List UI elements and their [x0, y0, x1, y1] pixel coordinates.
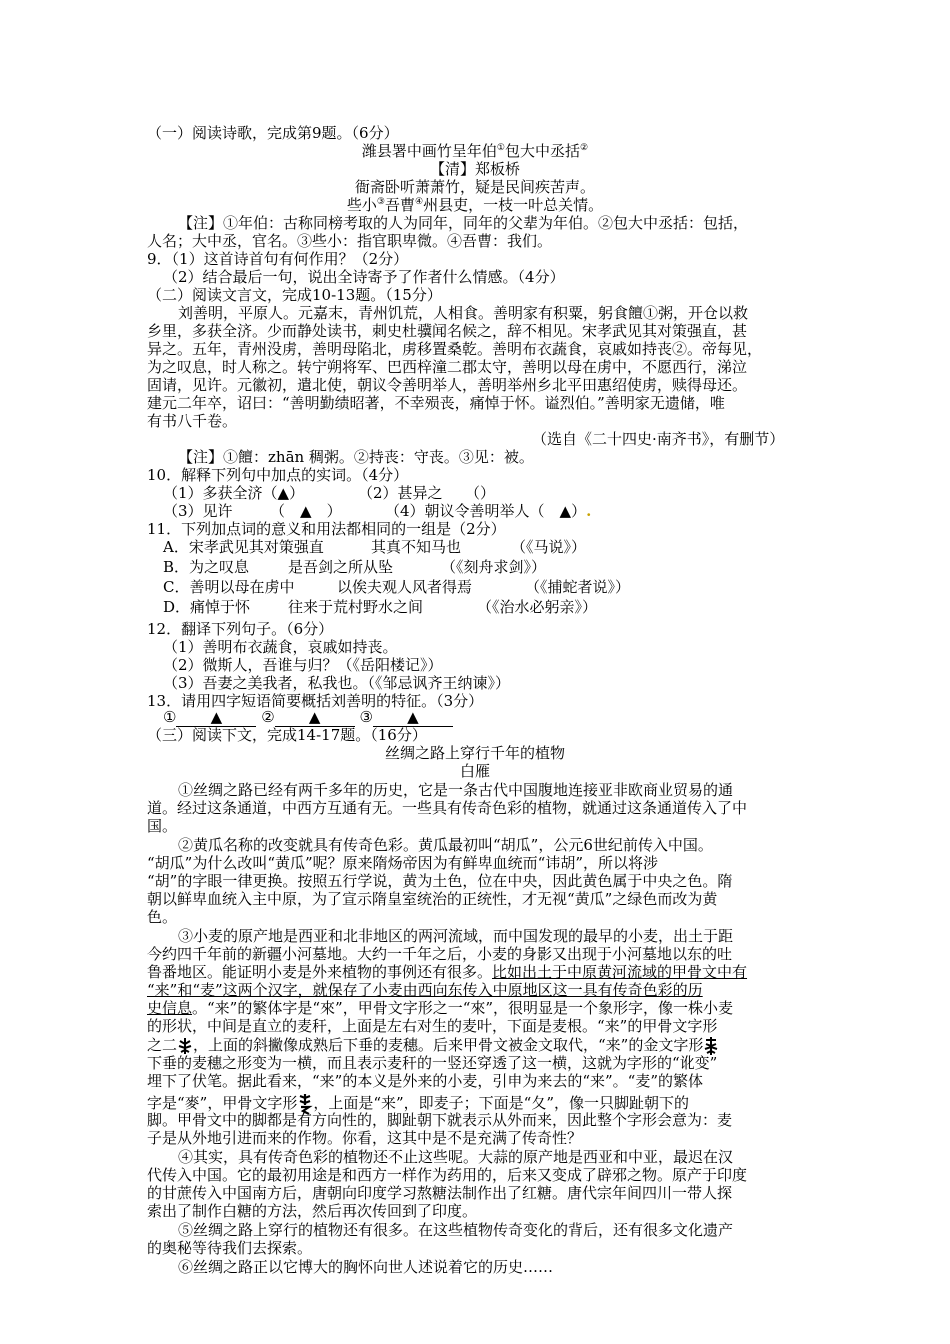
option-b-compare: 是吾剑之所从坠: [288, 558, 394, 576]
question-13: 13．请用四字短语简要概括刘善明的特征。（3分）: [147, 692, 484, 710]
classical-text-source: （选自《二十四史·南齐书》，有删节）: [532, 430, 785, 448]
question-12: 12．翻译下列句子。（6分）: [147, 620, 334, 638]
classical-text-line-3: 异之。五年，青州没虏，善明母陷北，虏移置桑乾。善明布衣蔬食，哀戚如持丧②。帝每见，: [147, 340, 763, 358]
article-title: 丝绸之路上穿行千年的植物: [384, 744, 565, 762]
article-p3-line-1: ③小麦的原产地是西亚和北非地区的两河流域，而中国发现的最早的小麦，出土于距: [178, 927, 734, 945]
article-p3-line-9: 埋下了伏笔。据此看来，“来”的本义是外来的小麦，引申为来去的“来”。“麦”的繁体: [147, 1072, 704, 1090]
question-11: 11．下列加点词的意义和用法都相同的一组是（2分）: [147, 520, 506, 538]
question-10: 10．解释下列句中加点的实词。（4分）: [147, 466, 409, 484]
article-p2-line-4: 朝以鲜卑血统入主中原，为了宣示隋皇室统治的正统性，才无视“黄瓜”之绿色而改为黄: [147, 890, 718, 908]
article-p3-line-4: “来”和“麦”这两个汉字，就保存了小麦由西向东传入中原地区这一具有传奇色彩的历: [147, 981, 703, 999]
article-p4-line-2: 代传入中国。它的最初用途是和西方一样作为药用的，后来又变成了辟邪之物。原产于印度: [147, 1166, 748, 1184]
article-p4-line-4: 索出了制作白糖的方法，然后再次传回到了印度。: [147, 1202, 478, 1220]
poem-note-line-2: 人名；大中丞，官名。③些小：指官职卑微。④吾曹：我们。: [147, 232, 553, 250]
article-p3-line-11: 脚。甲骨文中的脚都是有方向性的，脚趾朝下就表示从外而来，因此整个字形会意为：麦: [147, 1111, 733, 1129]
question-13-blanks: ① ▲ ② ▲ ③ ▲: [163, 708, 453, 727]
question-9-1: 9．（1）这首诗首句有何作用？（2分）: [147, 250, 409, 268]
article-p5-line-2: 的奥秘等待我们去探索。: [147, 1239, 313, 1257]
option-d-text: D．痛悼于怀: [163, 598, 251, 616]
article-p6-line-1: ⑥丝绸之路正以它博大的胸怀向世人述说着它的历史……: [178, 1258, 554, 1276]
bronze-lai-glyph-icon: [703, 1037, 719, 1055]
option-a-source: （《马说》）: [511, 538, 587, 556]
question-10-3: （3）见许 （ ▲ ）: [163, 502, 342, 520]
underlined-passage: 比如出土于中原黄河流域的甲骨文中有: [492, 963, 748, 981]
article-p3-line-6: 的形状，中间是直立的麦秆，上面是左右对生的麦叶，下面是麦根。“来”的甲骨文字形: [147, 1017, 718, 1035]
option-a-compare: 其真不知马也: [371, 538, 462, 556]
article-p3-line-12: 子是从外地引进而来的作物。你看，这其中是不是充满了传奇性？: [147, 1129, 583, 1147]
section3-heading: （三）阅读下文，完成14-17题。（16分）: [147, 726, 427, 744]
option-c-compare: 以俟夫观人风者得焉: [337, 578, 473, 596]
answer-blank-1[interactable]: ▲: [176, 708, 256, 727]
option-b-source: （《刻舟求剑》）: [441, 558, 547, 576]
article-p3-line-2: 今约四千年前的新疆小河墓地。大约一千年之后，小麦的身影又出现于小河墓地以东的吐: [147, 945, 733, 963]
oracle-lai-glyph-icon: [177, 1037, 193, 1055]
option-d-compare: 往来于荒村野水之间: [288, 598, 424, 616]
option-c-text: C．善明以母在虏中: [163, 578, 295, 596]
article-p2-line-3: “胡”的字眼一律更换。按照五行学说，黄为土色，位在中央，因此黄色属于中央之色。隋: [147, 872, 733, 890]
article-p3-line-7: 之二 ，上面的斜撇像成熟后下垂的麦穗。后来甲骨文被金文取代，“来”的金文字形: [147, 1036, 719, 1055]
question-12-1: （1）善明布衣蔬食，哀戚如持丧。: [163, 638, 398, 656]
classical-text-line-5: 固请，见许。元徽初，遣北使，朝议令善明举人，善明举州乡北平田惠绍使虏，赎得母还。: [147, 376, 748, 394]
article-p1-line-1: ①丝绸之路已经有两千多年的历史，它是一条古代中国腹地连接亚非欧商业贸易的通: [178, 781, 734, 799]
article-p4-line-3: 的甘蔗传入中国南方后，唐朝向印度学习熬糖法制作出了红糖。唐代宗年间四川一带人探: [147, 1184, 733, 1202]
question-12-3: （3）吾妻之美我者，私我也。（《邹忌讽齐王纳谏》）: [163, 674, 511, 692]
classical-text-line-2: 乡里，多获全济。少而静处读书，刺史杜骥闻名候之，辞不相见。宋孝武见其对策强直，甚: [147, 322, 748, 340]
question-10-4: （4）朝议令善明举人（ ▲）.: [385, 502, 592, 520]
option-b-text: B．为之叹息: [163, 558, 250, 576]
poem-title: 潍县署中画竹呈年伯①包大中丞括②: [361, 142, 589, 160]
article-p1-line-2: 道。经过这条通道，中西方互通有无。一些具有传奇色彩的植物，就通过这条通道传入了中: [147, 799, 748, 817]
article-author: 白雁: [459, 762, 490, 780]
option-a-text: A．宋孝武见其对策强直: [163, 538, 324, 556]
article-p3-line-10: 字是“麥”，甲骨文字形 ，上面是“来”，即麦子；下面是“夂”，像一只脚趾朝下的: [147, 1093, 689, 1115]
article-p3-line-5: 史信息。“来”的繁体字是“來”，甲骨文字形之一“來”，很明显是一个象形字，像一株小麦: [147, 999, 734, 1017]
question-9-2: （2）结合最后一句，说出全诗寄予了作者什么情感。（4分）: [163, 268, 565, 286]
article-p2-line-1: ②黄瓜名称的改变就具有传奇色彩。黄瓜最初叫“胡瓜”，公元6世纪前传入中国。: [178, 836, 713, 854]
article-p1-line-3: 国。: [147, 817, 178, 835]
article-p4-line-1: ④其实，具有传奇色彩的植物还不止这些呢。大蒜的原产地是西亚和中亚，最迟在汉: [178, 1148, 734, 1166]
article-p2-line-2: “胡瓜”为什么改叫“黄瓜”呢？原来隋炀帝因为有鲜卑血统而“讳胡”，所以将涉: [147, 854, 659, 872]
answer-blank-2[interactable]: ▲: [275, 708, 355, 727]
classical-text-note: 【注】①饘：zhān 稠粥。②持丧：守丧。③见：被。: [178, 448, 534, 466]
classical-text-line-6: 建元二年卒，诏曰：“善明勤绩昭著，不幸殒丧，痛悼于怀。谥烈伯。”善明家无遗储，唯: [147, 394, 725, 412]
article-p3-line-8: 下垂的麦穗之形变为一横，而且表示麦秆的一竖还穿透了这一横，这就为字形的“讹变”: [147, 1054, 718, 1072]
answer-blank-3[interactable]: ▲: [373, 708, 453, 727]
poem-author: 【清】郑板桥: [429, 160, 520, 178]
stray-dot: .: [586, 502, 592, 520]
poem-line-2: 些小③吾曹④州县吏，一枝一叶总关情。: [346, 196, 604, 214]
question-10-2: （2）甚异之 （）: [358, 484, 496, 502]
question-10-1: （1）多获全济（▲）: [163, 484, 305, 502]
poem-note-line-1: 【注】①年伯：古称同榜考取的人为同年，同年的父辈为年伯。②包大中丞括：包括，: [178, 214, 749, 232]
question-12-2: （2）微斯人，吾谁与归？（《岳阳楼记》）: [163, 656, 443, 674]
option-d-source: （《治水必躬亲》）: [477, 598, 598, 616]
poem-line-1: 衙斋卧听萧萧竹，疑是民间疾苦声。: [354, 178, 595, 196]
classical-text-line-4: 为之叹息，时人称之。转宁朔将军、巴西梓潼二郡太守，善明以母在虏中，不愿西行，涕泣: [147, 358, 748, 376]
classical-text-line-7: 有书八千卷。: [147, 412, 238, 430]
option-c-source: （《捕蛇者说》）: [525, 578, 631, 596]
section2-heading: （二）阅读文言文，完成10-13题。（15分）: [147, 286, 442, 304]
article-p2-line-5: 色。: [147, 908, 178, 926]
section1-heading: （一）阅读诗歌，完成第9题。（6分）: [147, 124, 399, 142]
classical-text-line-1: 刘善明，平原人。元嘉末，青州饥荒，人相食。善明家有积粟，躬食饘①粥，开仓以救: [178, 304, 749, 322]
article-p5-line-1: ⑤丝绸之路上穿行的植物还有很多。在这些植物传奇变化的背后，还有很多文化遗产: [178, 1221, 734, 1239]
article-p3-line-3: 鲁番地区。能证明小麦是外来植物的事例还有很多。比如出土于中原黄河流域的甲骨文中有: [147, 963, 748, 981]
